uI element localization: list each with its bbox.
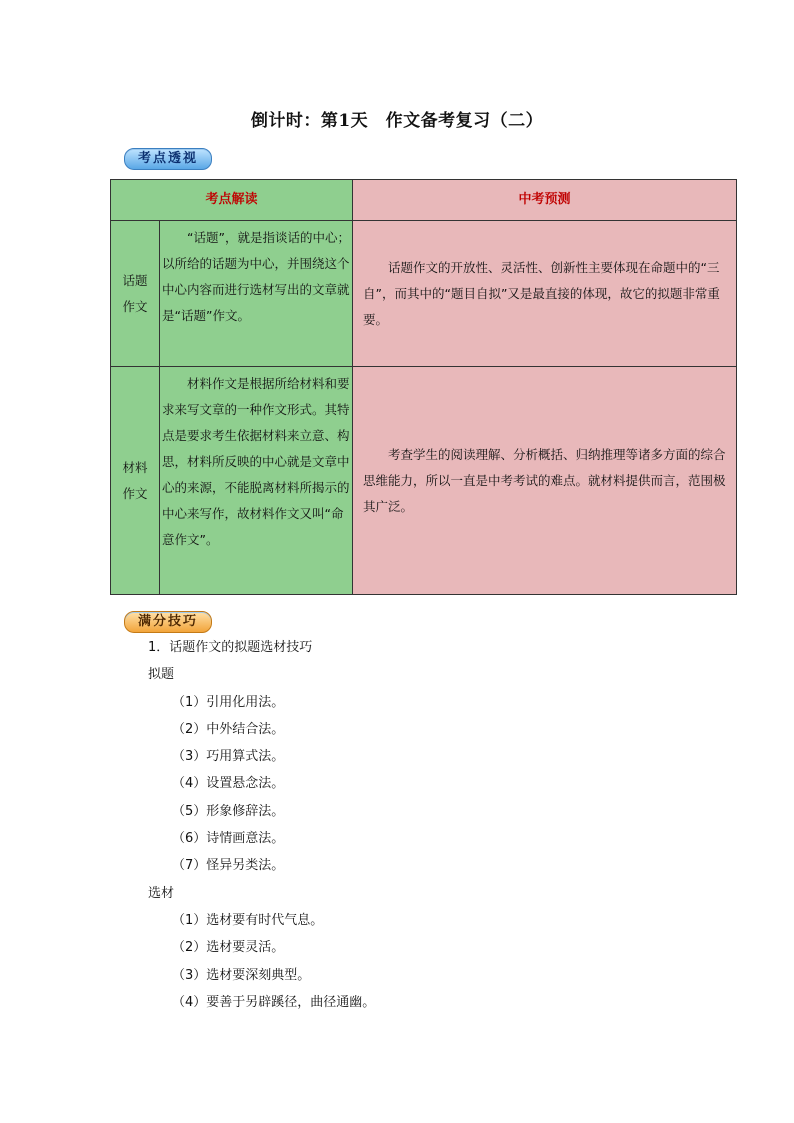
table-row [111,367,737,595]
list-item: （1）引用化用法。 [172,694,285,710]
header-prediction: 中考预测 [353,180,737,221]
list-item: （3）选材要深刻典型。 [172,967,311,983]
row-label: 话题 作文 [111,221,160,367]
header-interpretation: 考点解读 [111,180,353,221]
list-item: （2）选材要灵活。 [172,940,285,956]
list-item: （7）怪异另类法。 [172,858,285,874]
tips-heading: 1．话题作文的拟题选材技巧 [148,640,313,655]
section-badge-tips: 满分技巧 [124,611,212,633]
section-badge-exam-points: 考点透视 [124,148,212,170]
tips-content [0,634,794,1016]
table-row [111,221,737,367]
list-item: （3）巧用算式法。 [172,749,285,765]
list-item: （4）要善于另辟蹊径，曲径通幽。 [172,994,376,1010]
exam-points-table [110,179,737,595]
page-title: 倒计时：第1天 作文备考复习（二） [250,111,544,131]
list-item: （2）中外结合法。 [172,721,285,737]
list-item: （6）诗情画意法。 [172,831,285,847]
row-prediction: 话题作文的开放性、灵活性、创新性主要体现在命题中的“三自”，而其中的“题目自拟”又是最直接的体现，故它的拟题非常重要。 [353,221,737,367]
subsection-label-title: 拟题 [148,667,175,683]
row-label: 材料 作文 [111,367,160,595]
list-item: （4）设置悬念法。 [172,776,285,792]
list-item: （5）形象修辞法。 [172,803,285,819]
row-prediction: 考查学生的阅读理解、分析概括、归纳推理等诸多方面的综合思维能力，所以一直是中考考试的难点。就材料提供而言，范围极其广泛。 [353,367,737,595]
list-item: （1）选材要有时代气息。 [172,912,324,928]
table-header-row [111,180,737,221]
row-definition: “话题”，就是指谈话的中心；以所给的话题为中心，并围绕这个中心内容而进行选材写出的文章就是“话题”作文。 [160,221,353,367]
subsection-label-material: 选材 [148,885,175,901]
row-definition: 材料作文是根据所给材料和要求来写文章的一种作文形式。其特点是要求考生依据材料来立意、构思，材料所反映的中心就是文章中心的来源，不能脱离材料所揭示的中心来写作，故材料作文又叫“命意作文”。 [160,367,353,595]
